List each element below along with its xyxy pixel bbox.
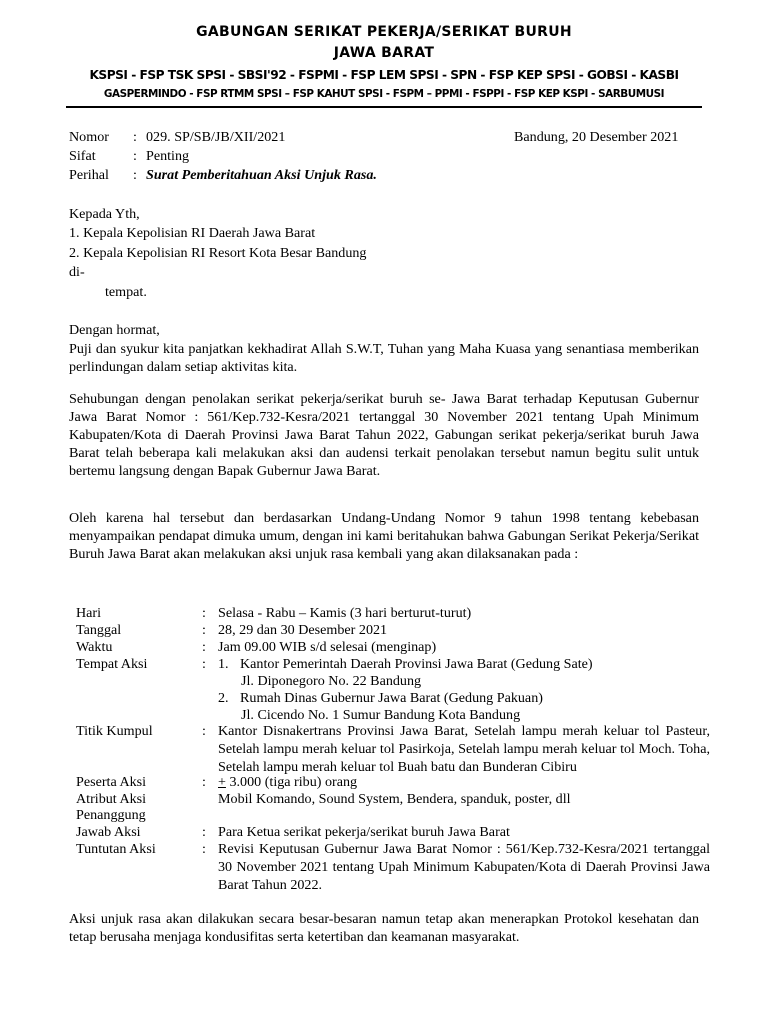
recipient-greeting: Kepada Yth, bbox=[69, 206, 140, 222]
tempat-item-number: 2. bbox=[218, 690, 229, 706]
tempat-item-address: Jl. Diponegoro No. 22 Bandung bbox=[241, 673, 422, 689]
tempat-item-name: Kantor Pemerintah Daerah Provinsi Jawa Barat (Gedung Sate) bbox=[240, 656, 593, 672]
peserta-value bbox=[218, 773, 357, 791]
place-date: Bandung, 20 Desember 2021 bbox=[514, 129, 679, 145]
tempat-item bbox=[218, 689, 543, 707]
tempat-item-number: 1. bbox=[218, 656, 229, 672]
plus-minus-symbol: + bbox=[218, 774, 226, 790]
waktu-value: Jam 09.00 WIB s/d selesai (menginap) bbox=[218, 639, 437, 655]
letterhead-title: GABUNGAN SERIKAT PEKERJA/SERIKAT BURUH bbox=[196, 24, 572, 40]
perihal-value: Surat Pemberitahuan Aksi Unjuk Rasa. bbox=[146, 167, 377, 183]
titik-colon: : bbox=[202, 723, 206, 739]
letterhead-federations-2: GASPERMINDO - FSP RTMM SPSI – FSP KAHUT SPSI - FSPM – PPMI - FSPPI - FSP KEP KSPI - SARBUMUSI bbox=[103, 88, 665, 100]
sifat-label: Sifat bbox=[69, 148, 96, 164]
waktu-label: Waktu bbox=[76, 639, 113, 655]
peserta-colon: : bbox=[202, 774, 206, 790]
penanggung-value: Para Ketua serikat pekerja/serikat buruh Jawa Barat bbox=[218, 824, 510, 840]
salutation: Dengan hormat, bbox=[69, 322, 160, 338]
waktu-colon: : bbox=[202, 639, 206, 655]
peserta-count: 3.000 (tiga ribu) orang bbox=[225, 774, 358, 790]
recipient-item: 1. Kepala Kepolisian RI Daerah Jawa Barat bbox=[69, 225, 316, 241]
titik-value: Kantor Disnakertrans Provinsi Jawa Barat, Setelah lampu merah keluar tol Pasteur, Setelah lampu merah keluar tol Pasirkoja, Setelah lampu merah keluar tol Moch. Toha, Setelah lampu merah keluar tol Buah batu dan Bunderan Cibiru bbox=[218, 723, 710, 775]
nomor-colon: : bbox=[133, 129, 137, 145]
perihal-label: Perihal bbox=[69, 167, 109, 183]
paragraph-background: Sehubungan dengan penolakan serikat pekerja/serikat buruh se- Jawa Barat terhadap Keputusan Gubernur Jawa Barat Nomor : 561/Kep.732-Kesra/2021 tertanggal 30 November 2021 tentang Upah Minimum Kabupaten/Kota di Daerah Provinsi Jawa Barat Tahun 2022, Gabungan serikat pekerja/serikat buruh Jawa Barat telah beberapa kali melakukan aksi dan audensi terkait penolakan tersebut namun begitu sulit untuk bertemu langsung dengan Bapak Gubernur Jawa Barat. bbox=[69, 391, 699, 479]
paragraph-opening: Puji dan syukur kita panjatkan kekhadirat Allah S.W.T, Tuhan yang Maha Kuasa yang senantiasa memberikan perlindungan dalam setiap aktivitas kita. bbox=[69, 341, 699, 375]
paragraph-closing: Aksi unjuk rasa akan dilakukan secara besar-besaran namun tetap akan menerapkan Protokol kesehatan dan tetap berusaha menjaga kondusifitas serta ketertiban dan keamanan masyarakat. bbox=[69, 911, 699, 945]
sifat-colon: : bbox=[133, 148, 137, 164]
tuntutan-value: Revisi Keputusan Gubernur Jawa Barat Nomor : 561/Kep.732-Kesra/2021 tertanggal 30 November 2021 tentang Upah Minimum Kabupaten/Kota di Daerah Provinsi Jawa Barat Tahun 2022. bbox=[218, 841, 710, 893]
tuntutan-label: Tuntutan Aksi bbox=[76, 841, 156, 857]
penanggung-label-line1: Penanggung bbox=[76, 807, 146, 823]
tempat-item-address: Jl. Cicendo No. 1 Sumur Bandung Kota Bandung bbox=[241, 707, 521, 723]
tempat-item bbox=[218, 655, 593, 673]
tempat-item-name: Rumah Dinas Gubernur Jawa Barat (Gedung Pakuan) bbox=[240, 690, 543, 706]
tanggal-label: Tanggal bbox=[76, 622, 122, 638]
hari-label: Hari bbox=[76, 605, 102, 621]
tuntutan-colon: : bbox=[202, 841, 206, 857]
nomor-label: Nomor bbox=[69, 129, 109, 145]
penanggung-colon: : bbox=[202, 824, 206, 840]
tempat-colon: : bbox=[202, 656, 206, 672]
tempat-label: Tempat Aksi bbox=[76, 656, 148, 672]
letterhead-divider bbox=[66, 106, 702, 108]
hari-colon: : bbox=[202, 605, 206, 621]
sifat-value: Penting bbox=[146, 148, 190, 164]
penanggung-label-line2: Jawab Aksi bbox=[76, 824, 141, 840]
nomor-value: 029. SP/SB/JB/XII/2021 bbox=[146, 129, 286, 145]
hari-value: Selasa - Rabu – Kamis (3 hari berturut-turut) bbox=[218, 605, 472, 621]
paragraph-announcement: Oleh karena hal tersebut dan berdasarkan Undang-Undang Nomor 9 tahun 1998 tentang kebebasan menyampaikan pendapat dimuka umum, dengan ini kami beritahukan bahwa Gabungan Serikat Pekerja/Serikat Buruh Jawa Barat akan melakukan aksi unjuk rasa kembali yang akan dilaksanakan pada : bbox=[69, 510, 699, 562]
letterhead-region: JAWA BARAT bbox=[333, 45, 435, 61]
letterhead-federations-1: KSPSI - FSP TSK SPSI - SBSI'92 - FSPMI - FSP LEM SPSI - SPN - FSP KEP SPSI - GOBSI - KASBI bbox=[89, 68, 679, 82]
tanggal-value: 28, 29 dan 30 Desember 2021 bbox=[218, 622, 388, 638]
recipient-item: 2. Kepala Kepolisian RI Resort Kota Besar Bandung bbox=[69, 245, 367, 261]
tanggal-colon: : bbox=[202, 622, 206, 638]
atribut-label: Atribut Aksi bbox=[76, 791, 147, 807]
recipient-tempat: tempat. bbox=[105, 284, 147, 300]
recipient-di: di- bbox=[69, 264, 85, 280]
titik-label: Titik Kumpul bbox=[76, 723, 153, 739]
atribut-value: Mobil Komando, Sound System, Bendera, spanduk, poster, dll bbox=[218, 791, 571, 807]
perihal-colon: : bbox=[133, 167, 137, 183]
peserta-label: Peserta Aksi bbox=[76, 774, 147, 790]
